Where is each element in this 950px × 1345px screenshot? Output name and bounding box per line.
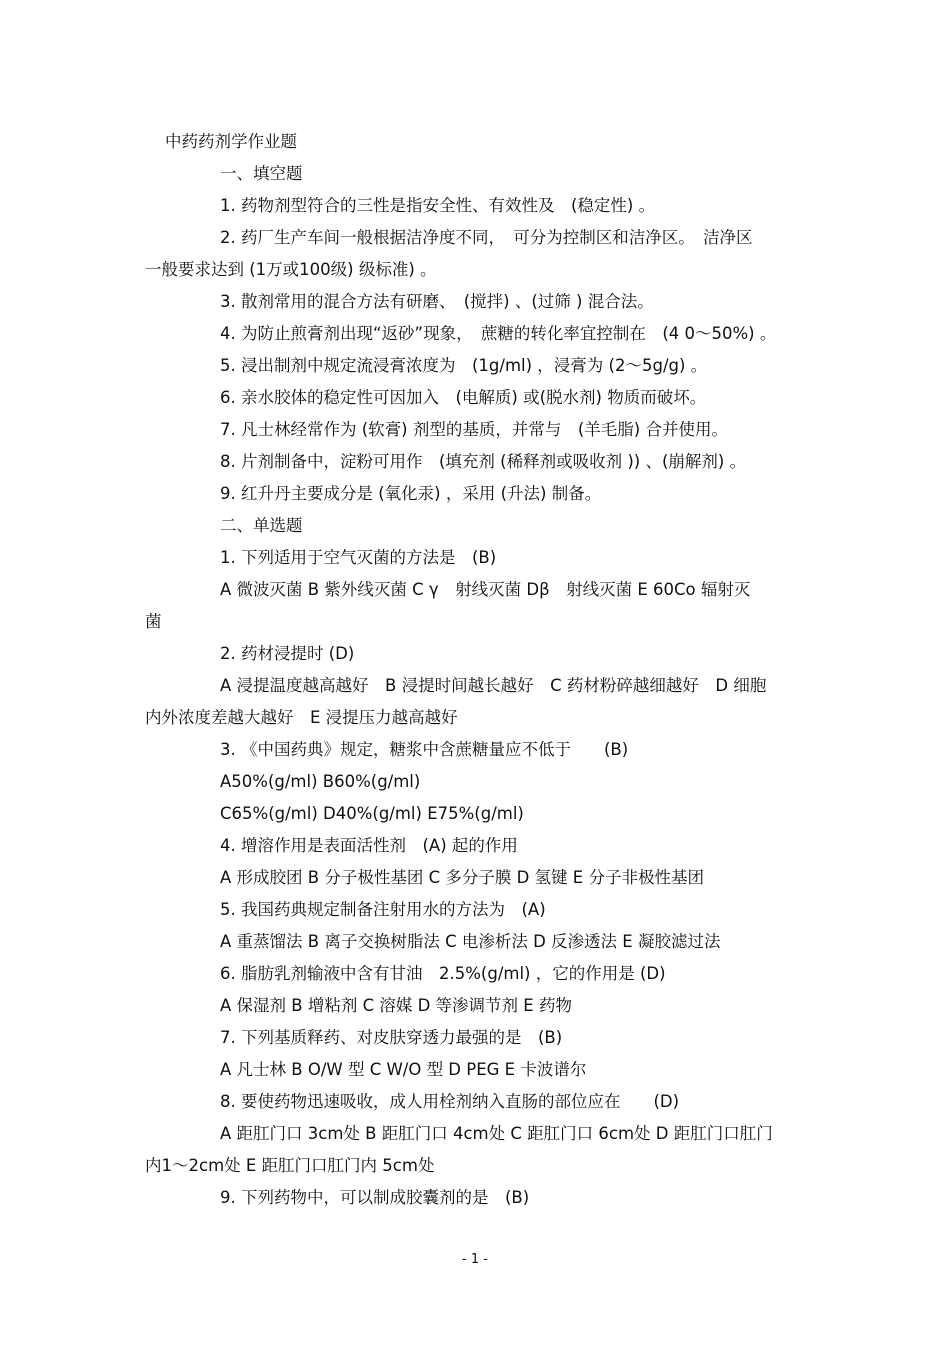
choice-question: 9. 下列药物中，可以制成胶囊剂的是 (B) [220, 1188, 530, 1207]
fill-question: 8. 片剂制备中，淀粉可用作 (填充剂 (稀释剂或吸收剂 )) 、(崩解剂) 。 [220, 452, 747, 471]
fill-question: 5. 浸出制剂中规定流浸膏浓度为 (1g/ml) ，浸膏为 (2～5g/g) 。 [220, 356, 708, 375]
fill-question: 7. 凡士林经常作为 (软膏) 剂型的基质，并常与 (羊毛脂) 合并使用。 [220, 420, 728, 439]
choice-options: A 凡士林 B O/W 型 C W/O 型 D PEG E 卡波谱尔 [220, 1060, 587, 1079]
choice-question: 3. 《中国药典》规定，糖浆中含蔗糖量应不低于 (B) [220, 740, 629, 759]
choice-options: A 形成胶团 B 分子极性基团 C 多分子膜 D 氢键 E 分子非极性基团 [220, 868, 704, 887]
choice-options-continued: 菌 [145, 612, 162, 631]
section-heading-fill: 一、填空题 [220, 164, 303, 183]
page-number: - 1 - [462, 1252, 488, 1267]
choice-question: 5. 我国药典规定制备注射用水的方法为 (A) [220, 900, 546, 919]
fill-question: 1. 药物剂型符合的三性是指安全性、有效性及 (稳定性) 。 [220, 196, 656, 215]
choice-options: A 保湿剂 B 增粘剂 C 溶媒 D 等渗调节剂 E 药物 [220, 996, 572, 1015]
document-title: 中药药剂学作业题 [165, 132, 297, 151]
choice-question: 7. 下列基质释药、对皮肤穿透力最强的是 (B) [220, 1028, 563, 1047]
fill-question: 6. 亲水胶体的稳定性可因加入 (电解质) 或(脱水剂) 物质而破坏。 [220, 388, 707, 407]
choice-question: 6. 脂肪乳剂输液中含有甘油 2.5%(g/ml) ，它的作用是 (D) [220, 964, 666, 983]
choice-question: 1. 下列适用于空气灭菌的方法是 (B) [220, 548, 497, 567]
choice-options-continued: 内1～2cm处 E 距肛门口肛门内 5cm处 [145, 1156, 435, 1175]
choice-options: C65%(g/ml) D40%(g/ml) E75%(g/ml) [220, 804, 524, 823]
choice-options: A 浸提温度越高越好 B 浸提时间越长越好 C 药材粉碎越细越好 D 细胞 [220, 676, 767, 695]
choice-question: 8. 要使药物迅速吸收，成人用栓剂纳入直肠的部位应在 (D) [220, 1092, 680, 1111]
section-heading-choice: 二、单选题 [220, 516, 303, 535]
choice-options: A50%(g/ml) B60%(g/ml) [220, 772, 421, 791]
choice-options: A 微波灭菌 B 紫外线灭菌 C γ 射线灭菌 Dβ 射线灭菌 E 60Co 辐射灭 [220, 580, 751, 599]
document-body [145, 126, 810, 1214]
fill-question: 3. 散剂常用的混合方法有研磨、 (搅拌) 、(过筛 ) 混合法。 [220, 292, 654, 311]
choice-options-continued: 内外浓度差越大越好 E 浸提压力越高越好 [145, 708, 458, 727]
fill-question: 4. 为防止煎膏剂出现“返砂”现象， 蔗糖的转化率宜控制在 (4 0～50%) 。 [220, 324, 777, 343]
fill-question-continued: 一般要求达到 (1万或100级) 级标准) 。 [145, 260, 437, 279]
fill-question: 9. 红升丹主要成分是 (氧化汞) ，采用 (升法) 制备。 [220, 484, 602, 503]
choice-question: 2. 药材浸提时 (D) [220, 644, 355, 663]
choice-options: A 重蒸馏法 B 离子交换树脂法 C 电渗析法 D 反渗透法 E 凝胶滤过法 [220, 932, 721, 951]
fill-question: 2. 药厂生产车间一般根据洁净度不同， 可分为控制区和洁净区。 洁净区 [220, 228, 753, 247]
choice-options: A 距肛门口 3cm处 B 距肛门口 4cm处 C 距肛门口 6cm处 D 距肛门口肛门 [220, 1124, 773, 1143]
choice-question: 4. 增溶作用是表面活性剂 (A) 起的作用 [220, 836, 518, 855]
